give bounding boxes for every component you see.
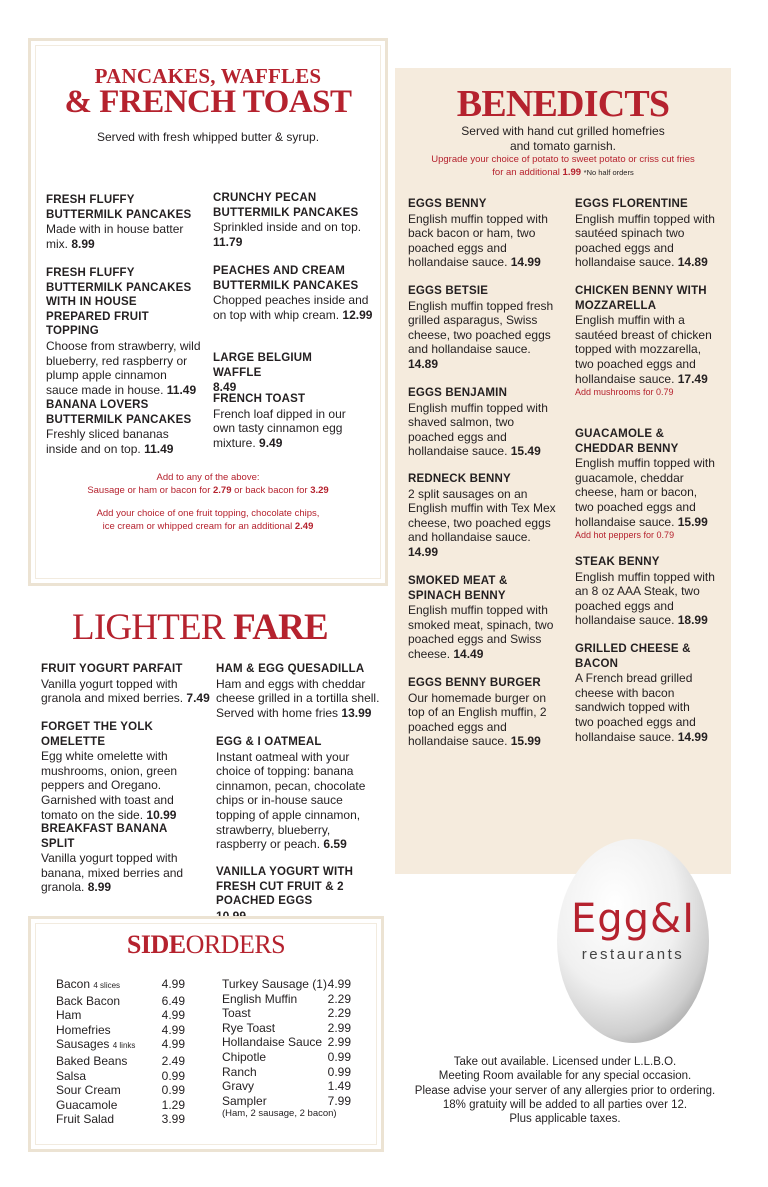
item-price: 17.49 <box>677 371 708 386</box>
item-price: 6.59 <box>323 837 347 852</box>
menu-item <box>46 398 196 456</box>
item-desc: French loaf dipped in our own tasty cinnamon egg mixture. <box>213 406 346 450</box>
menu-item <box>408 386 558 459</box>
item-name: EGGS BETSIE <box>408 285 489 297</box>
item-name: EGGS BENJAMIN <box>408 387 508 399</box>
item-price: 15.99 <box>510 734 541 749</box>
item-name: STEAK BENNY <box>575 556 660 568</box>
item-name: EGG & I OATMEAL <box>216 736 322 748</box>
item-desc: English muffin topped with shaved salmon, two poached eggs and hollandaise sauce. <box>408 400 548 459</box>
pancakes-title-line1: PANCAKES, WAFFLES <box>94 64 322 88</box>
menu-item <box>575 197 715 270</box>
menu-item <box>575 427 715 541</box>
item-desc: A French bread grilled cheese with bacon sandwich topped with two poached eggs and hollandaise sauce. <box>575 671 696 744</box>
menu-item <box>213 351 323 395</box>
item-price: 14.89 <box>408 356 439 371</box>
item-price: 10.99 <box>146 807 177 822</box>
item-name: FRESH FLUFFY BUTTERMILK PANCAKES <box>46 194 192 221</box>
menu-item <box>41 662 211 706</box>
brand-tagline: restaurants <box>581 946 685 963</box>
pancakes-topping-note: Add your choice of one fruit topping, chocolate chips, ice cream or whipped cream for an additional 2.49 <box>96 508 320 532</box>
item-desc: English muffin topped with smoked meat, spinach, two poached eggs and Swiss cheese. <box>408 603 554 661</box>
item-name: REDNECK BENNY <box>408 473 511 485</box>
item-price: 11.79 <box>213 234 243 249</box>
list-item: Homefries 4.99 <box>56 1022 185 1037</box>
list-item: Rye Toast 2.99 <box>222 1020 351 1035</box>
menu-item <box>41 720 191 822</box>
item-desc: English muffin topped with back bacon or ham, two poached eggs and hollandaise sauce. <box>408 211 548 270</box>
item-name: PEACHES AND CREAM BUTTERMILK PANCAKES <box>213 265 359 292</box>
item-addon: Add mushrooms for 0.79 <box>575 387 674 398</box>
list-item: Gravy 1.49 <box>222 1079 351 1094</box>
item-price: 14.49 <box>453 646 484 661</box>
menu-item <box>408 472 558 560</box>
item-name: FORGET THE YOLK OMELETTE <box>41 721 154 748</box>
item-price: 11.49 <box>144 441 174 456</box>
menu-item <box>408 284 563 372</box>
item-name: FRESH FLUFFY BUTTERMILK PANCAKES WITH IN HOUSE PREPARED FRUIT TOPPING <box>46 267 192 338</box>
list-item: Guacamole 1.29 <box>56 1097 185 1112</box>
menu-item <box>213 392 368 450</box>
item-desc: Instant oatmeal with your choice of topping: banana cinnamon, pecan, chocolate chips or in-house sauce topping of apple cinnamon, strawberry, blueberry, raspberry or peach. <box>216 749 366 852</box>
menu-item <box>575 642 710 744</box>
menu-item <box>216 865 384 923</box>
list-item: Hollandaise Sauce 2.99 <box>222 1035 351 1050</box>
menu-item <box>46 266 201 397</box>
item-name: CHICKEN BENNY WITH MOZZARELLA <box>575 285 707 312</box>
item-desc: Freshly sliced bananas inside and on top. <box>46 427 169 456</box>
pancakes-subtitle: Served with fresh whipped butter & syrup. <box>96 130 320 144</box>
menu-item <box>46 193 206 251</box>
item-price: 13.99 <box>341 705 372 720</box>
item-name: BREAKFAST BANANA SPLIT <box>41 823 168 850</box>
list-item: Toast 2.29 <box>222 1006 351 1021</box>
list-item: Ham 4.99 <box>56 1008 185 1023</box>
item-desc: Choose from strawberry, wild blueberry, red raspberry or plump apple cinnamon sauce made in house. <box>46 338 201 397</box>
list-item: Baked Beans 2.49 <box>56 1053 185 1068</box>
list-item: Fruit Salad 3.99 <box>56 1112 185 1127</box>
list-item: Bacon 4 slices 4.99 <box>56 977 185 991</box>
list-item: Sour Cream 0.99 <box>56 1083 185 1098</box>
item-price: 8.49 <box>213 380 237 395</box>
item-name: EGGS BENNY BURGER <box>408 677 541 689</box>
item-desc: Made with in house batter mix. <box>46 222 184 251</box>
item-name: GUACAMOLE & CHEDDAR BENNY <box>575 428 679 455</box>
item-desc: Vanilla yogurt topped with banana, mixed berries and granola. <box>41 851 184 895</box>
menu-item <box>216 735 384 852</box>
menu-item <box>575 284 720 398</box>
list-item: Chipotle 0.99 <box>222 1049 351 1064</box>
item-price: 7.49 <box>186 691 210 706</box>
item-name: GRILLED CHEESE & BACON <box>575 643 691 670</box>
item-price: 14.89 <box>677 255 708 270</box>
item-desc: Our homemade burger on top of an English muffin, 2 poached eggs and hollandaise sauce. <box>408 690 547 749</box>
item-desc: Egg white omelette with mushrooms, onion, green peppers and Oregano. Garnished with toast and tomato on the side. <box>41 749 178 822</box>
item-desc: English muffin topped with guacamole, cheddar cheese, ham or bacon, two poached eggs and hollandaise sauce. <box>575 456 715 529</box>
menu-item <box>408 574 560 662</box>
item-name: BANANA LOVERS BUTTERMILK PANCAKES <box>46 399 192 426</box>
item-price: 9.49 <box>259 435 283 450</box>
item-desc: English muffin topped with sautéed spinach two poached eggs and hollandaise sauce. <box>575 211 715 270</box>
side-orders-title: SIDEORDERS <box>126 930 286 959</box>
item-price: 8.99 <box>71 236 95 251</box>
menu-item <box>213 264 373 322</box>
item-price: 14.99 <box>677 729 708 744</box>
item-desc: English muffin with a sautéed breast of chicken topped with mozzarella, two poached eggs and hollandaise sauce. <box>575 313 712 386</box>
item-desc: Vanilla yogurt topped with granola and mixed berries. <box>41 676 184 706</box>
item-desc: Ham and eggs with cheddar cheese grilled in a tortilla shell. Served with home fries <box>216 676 380 720</box>
item-desc: Chopped peaches inside and on top with whip cream. <box>213 293 369 322</box>
brand-logo: Egg&I <box>570 896 696 942</box>
item-name: LARGE BELGIUM WAFFLE <box>213 352 313 379</box>
item-price: 14.99 <box>510 255 541 270</box>
list-item: Sausages 4 links 4.99 <box>56 1037 185 1052</box>
list-item: Ranch 0.99 <box>222 1064 351 1079</box>
list-item: Salsa 0.99 <box>56 1068 185 1083</box>
item-price: 14.99 <box>408 544 439 559</box>
item-name: FRUIT YOGURT PARFAIT <box>41 663 183 675</box>
item-price: 15.99 <box>677 514 708 529</box>
item-name: SMOKED MEAT & SPINACH BENNY <box>408 575 508 602</box>
list-item: English Muffin 2.29 <box>222 991 351 1006</box>
item-desc: English muffin topped fresh grilled asparagus, Swiss cheese, two poached eggs and hollandaise sauce. <box>408 298 554 357</box>
sampler-note: (Ham, 2 sausage, 2 bacon) <box>222 1108 337 1120</box>
item-price: 8.99 <box>87 880 112 895</box>
menu-item <box>213 191 363 249</box>
item-price: 18.99 <box>677 613 708 628</box>
pancakes-addon-note: Add to any of the above: Sausage or ham or bacon for 2.79 or back bacon for 3.29 <box>87 472 329 496</box>
list-item: Sampler 7.99 <box>222 1093 351 1108</box>
item-name: FRENCH TOAST <box>213 393 306 405</box>
item-price: 11.49 <box>166 382 197 397</box>
side-orders-col1 <box>56 977 185 1127</box>
item-name: VANILLA YOGURT WITH FRESH CUT FRUIT & 2 POACHED EGGS <box>216 866 354 908</box>
menu-item <box>41 822 196 895</box>
item-name: CRUNCHY PECAN BUTTERMILK PANCAKES <box>213 192 359 219</box>
item-price: 12.99 <box>342 307 373 322</box>
item-desc: English muffin topped with an 8 oz AAA Steak, two poached eggs and hollandaise sauce. <box>575 569 715 628</box>
menu-item <box>575 555 720 628</box>
item-name: EGGS BENNY <box>408 198 487 210</box>
list-item: Back Bacon 6.49 <box>56 993 185 1008</box>
item-name: HAM & EGG QUESADILLA <box>216 663 365 675</box>
benedicts-upgrade-note: Upgrade your choice of potato to sweet potato or criss cut fries for an additional 1.99 *No half orders <box>431 154 695 178</box>
footer-info: Take out available. Licensed under L.L.B.O. Meeting Room available for any special occasion. Please advise your server of any allergies prior to ordering. 18% gratuity will be added to all parties over 12. Plus applicable taxes. <box>414 1056 716 1126</box>
item-desc: Sprinkled inside and on top. <box>213 220 362 235</box>
lighter-fare-title: LIGHTER FARE <box>72 607 328 648</box>
item-addon: Add hot peppers for 0.79 <box>575 530 675 541</box>
menu-item <box>216 662 384 720</box>
item-name: EGGS FLORENTINE <box>575 198 688 210</box>
menu-item <box>408 197 558 270</box>
menu-item <box>408 676 558 749</box>
item-desc: 2 split sausages on an English muffin with Tex Mex cheese, two poached eggs and hollandaise sauce. <box>408 486 556 545</box>
benedicts-subtitle: Served with hand cut grilled homefries and tomato garnish. <box>461 124 665 153</box>
pancakes-title-line2: & FRENCH TOAST <box>64 84 352 120</box>
item-price: 15.49 <box>510 444 541 459</box>
list-item: Turkey Sausage (1) 4.99 <box>222 977 351 991</box>
benedicts-title: BENEDICTS <box>456 83 670 125</box>
side-orders-col2 <box>222 977 351 1120</box>
